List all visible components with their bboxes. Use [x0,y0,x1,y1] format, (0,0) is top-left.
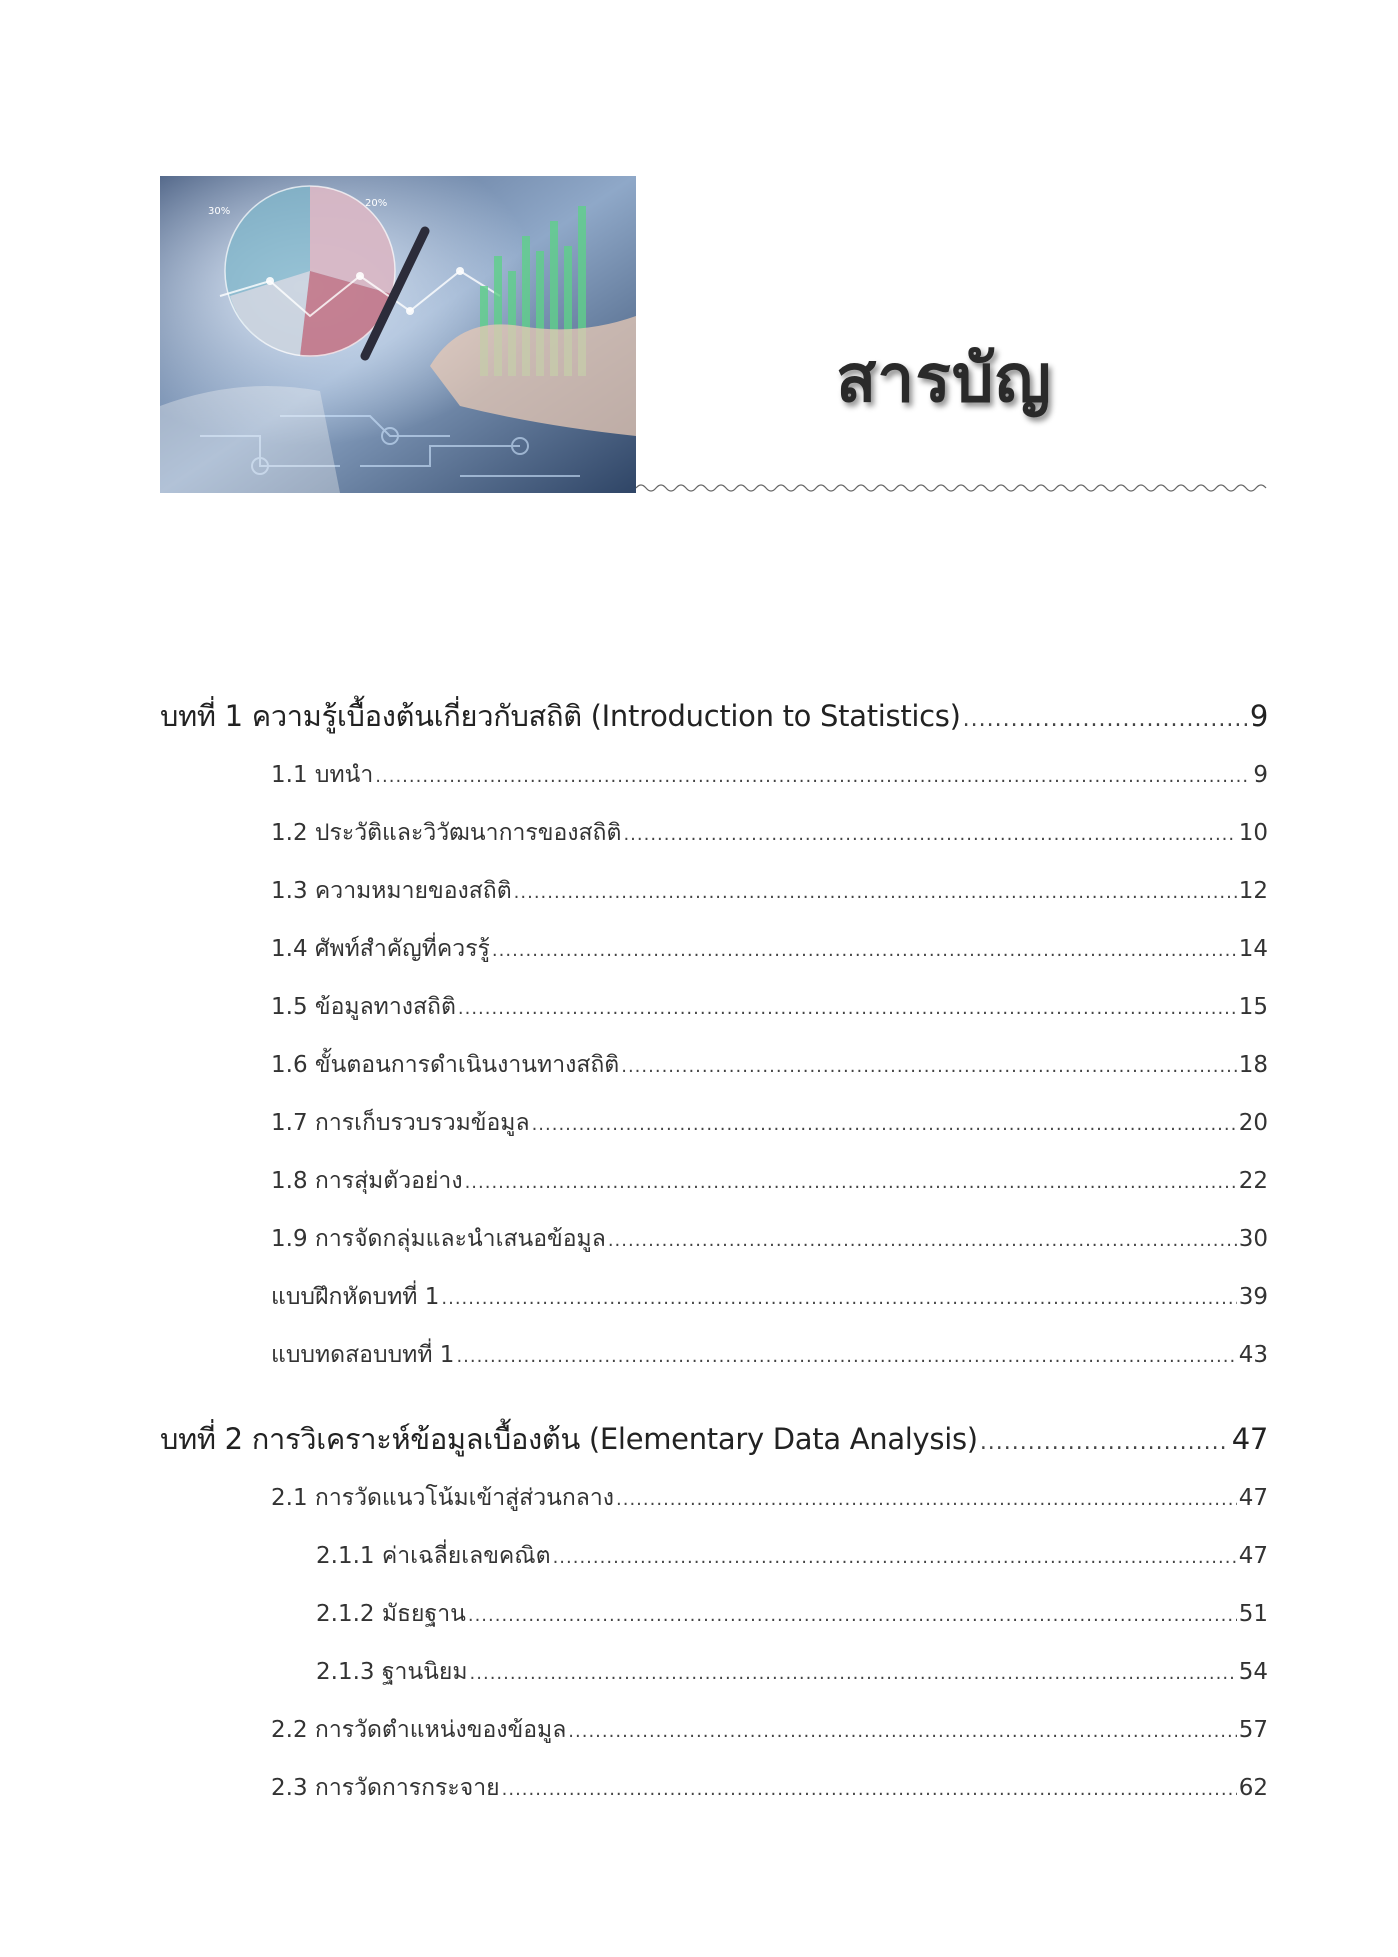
toc-label: 2.1.2 มัธยฐาน [316,1601,466,1627]
wavy-divider [636,480,1271,496]
toc-label: 1.9 การจัดกลุ่มและนำเสนอข้อมูล [271,1226,606,1252]
dot-leader [470,1663,1237,1684]
toc-label: แบบทดสอบบทที่ 1 [271,1342,455,1368]
toc-subentry[interactable] [316,1538,1268,1574]
toc-label: 1.7 การเก็บรวบรวมข้อมูล [271,1110,530,1136]
toc-page-number: 30 [1238,1226,1268,1252]
toc-entry[interactable] [271,1712,1268,1748]
toc-page-number: 22 [1238,1168,1268,1194]
toc-page-number: 14 [1238,936,1268,962]
toc-page-number: 43 [1238,1342,1268,1368]
dot-leader [623,824,1236,845]
toc-entry[interactable] [271,931,1268,967]
dot-leader [532,1114,1237,1135]
toc-entry[interactable] [271,1279,1268,1315]
toc-entry[interactable] [271,1770,1268,1806]
dot-leader [465,1172,1237,1193]
toc-page-number: 12 [1238,878,1268,904]
toc-page-number: 47 [1238,1543,1268,1569]
toc-entry[interactable] [271,815,1268,851]
toc-chapter-2[interactable] [160,1416,1268,1462]
toc-label: แบบฝึกหัดบทที่ 1 [271,1284,440,1310]
dot-leader [514,882,1237,903]
toc-label: บทที่ 1 ความรู้เบื้องต้นเกี่ยวกับสถิติ (Introduction to Statistics) [160,699,961,733]
toc-page-number: 57 [1238,1717,1268,1743]
toc-subentry[interactable] [316,1596,1268,1632]
toc-entry[interactable] [271,1337,1268,1373]
toc-entry[interactable] [271,1105,1268,1141]
dot-leader [621,1056,1236,1077]
toc-chapter-1[interactable] [160,693,1268,739]
dot-leader [458,998,1237,1019]
toc-label: 1.1 บทนำ [271,762,374,788]
dot-leader [616,1489,1237,1510]
toc-page-number: 9 [1249,699,1268,733]
dot-leader [553,1547,1237,1568]
toc-page-number: 9 [1253,762,1268,788]
dot-leader [980,1430,1230,1455]
toc-label: 2.1.3 ฐานนิยม [316,1659,468,1685]
toc-entry[interactable] [271,989,1268,1025]
toc-page-number: 54 [1238,1659,1268,1685]
toc-page-number: 15 [1238,994,1268,1020]
toc-entry[interactable] [271,1047,1268,1083]
dot-leader [456,1346,1236,1367]
toc-page-number: 47 [1238,1485,1268,1511]
toc-entry[interactable] [271,1480,1268,1516]
toc-page-number: 18 [1238,1052,1268,1078]
toc-entry[interactable] [271,1163,1268,1199]
dot-leader [608,1230,1237,1251]
toc-entry[interactable] [271,873,1268,909]
toc-label: 1.3 ความหมายของสถิติ [271,878,512,904]
toc-label: 1.5 ข้อมูลทางสถิติ [271,994,456,1020]
toc-page-number: 51 [1238,1601,1268,1627]
toc-page-number: 62 [1238,1775,1268,1801]
dot-leader [375,766,1251,787]
toc-page-number: 47 [1231,1422,1268,1456]
toc-label: 2.2 การวัดตำแหน่งของข้อมูล [271,1717,567,1743]
page-title: สารบัญ [836,340,1052,417]
toc-label: 2.1 การวัดแนวโน้มเข้าสู่ส่วนกลาง [271,1485,615,1511]
dot-leader [568,1721,1236,1742]
toc-label: บทที่ 2 การวิเคราะห์ข้อมูลเบื้องต้น (Elementary Data Analysis) [160,1422,978,1456]
chart-label-2: 20% [365,198,388,209]
toc-label: 1.6 ขั้นตอนการดำเนินงานทางสถิติ [271,1052,620,1078]
analytics-illustration [160,176,636,493]
dot-leader [492,940,1237,961]
header-image [160,176,636,493]
toc-page-number: 20 [1238,1110,1268,1136]
toc-entry[interactable] [271,757,1268,793]
dot-leader [468,1605,1237,1626]
toc-label: 1.8 การสุ่มตัวอย่าง [271,1168,463,1194]
toc-label: 1.2 ประวัติและวิวัฒนาการของสถิติ [271,820,622,846]
toc-label: 2.1.1 ค่าเฉลี่ยเลขคณิต [316,1543,551,1569]
pie-graphic [225,186,395,357]
toc-page-number: 10 [1238,820,1268,846]
toc-label: 1.4 ศัพท์สำคัญที่ควรรู้ [271,936,490,962]
toc-entry[interactable] [271,1221,1268,1257]
toc-page-number: 39 [1238,1284,1268,1310]
dot-leader [502,1779,1237,1800]
toc-subentry[interactable] [316,1654,1268,1690]
chart-label-1: 30% [208,206,231,217]
toc-label: 2.3 การวัดการกระจาย [271,1775,500,1801]
dot-leader [441,1288,1236,1309]
dot-leader [963,707,1248,732]
